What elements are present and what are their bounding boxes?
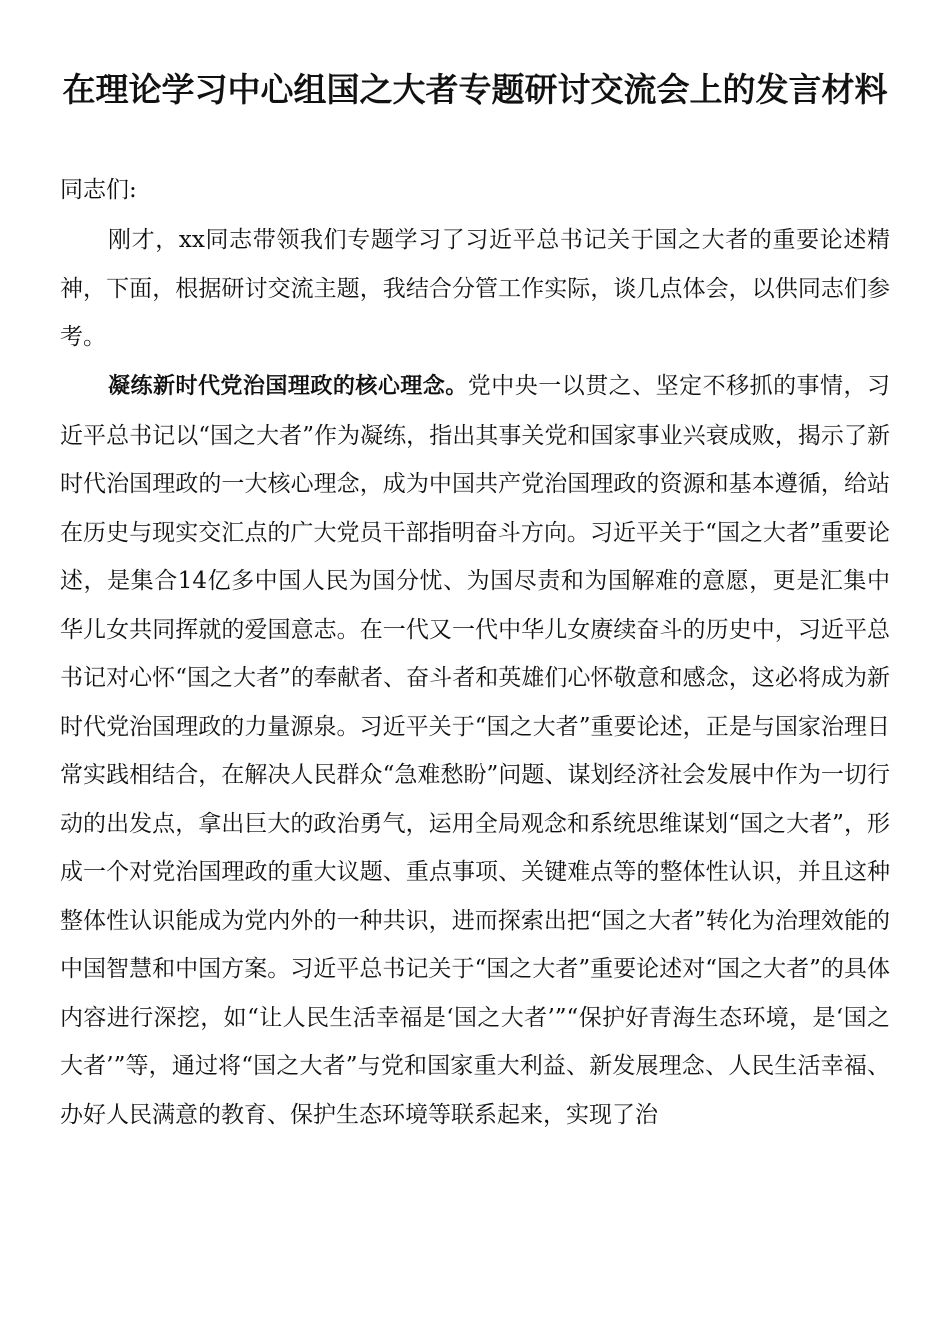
section-paragraph xyxy=(60,362,890,1139)
section-heading: 凝练新时代党治国理政的核心理念。 xyxy=(108,374,468,399)
section-body-text: 党中央一以贯之、坚定不移抓的事情，习近平总书记以“国之大者”作为凝练，指出其事关党和国家事业兴衰成败，揭示了新时代治国理政的一大核心理念，成为中国共产党治国理政的资源和基本遵循，给站在历史与现实交汇点的广大党员干部指明奋斗方向。习近平关于“国之大者”重要论述，是集合14亿多中国人民为国分忧、为国尽责和为国解难的意愿，更是汇集中华儿女共同挥就的爱国意志。在一代又一代中华儿女赓续奋斗的历史中，习近平总书记对心怀“国之大者”的奉献者、奋斗者和英雄们心怀敬意和感念，这必将成为新时代党治国理政的力量源泉。习近平关于“国之大者”重要论述，正是与国家治理日常实践相结合，在解决人民群众“急难愁盼”问题、谋划经济社会发展中作为一切行动的出发点，拿出巨大的政治勇气，运用全局观念和系统思维谋划“国之大者”，形成一个对党治国理政的重大议题、重点事项、关键难点等的整体性认识，并且这种整体性认识能成为党内外的一种共识，进而探索出把“国之大者”转化为治理效能的中国智慧和中国方案。习近平总书记关于“国之大者”重要论述对“国之大者”的具体内容进行深挖，如“让人民生活幸福是‘国之大者’”“保护好青海生态环境，是‘国之大者’”等，通过将“国之大者”与党和国家重大利益、新发展理念、人民生活幸福、办好人民满意的教育、保护生态环境等联系起来，实现了治 xyxy=(60,373,890,1128)
salutation: 同志们: xyxy=(60,177,137,203)
opening-paragraph: 刚才，xx同志带领我们专题学习了习近平总书记关于国之大者的重要论述精神，下面，根据研讨交流主题，我结合分管工作实际，谈几点体会，以供同志们参考。 xyxy=(60,227,890,350)
document-title: 在理论学习中心组国之大者专题研讨交流会上的发言材料 xyxy=(62,70,888,109)
